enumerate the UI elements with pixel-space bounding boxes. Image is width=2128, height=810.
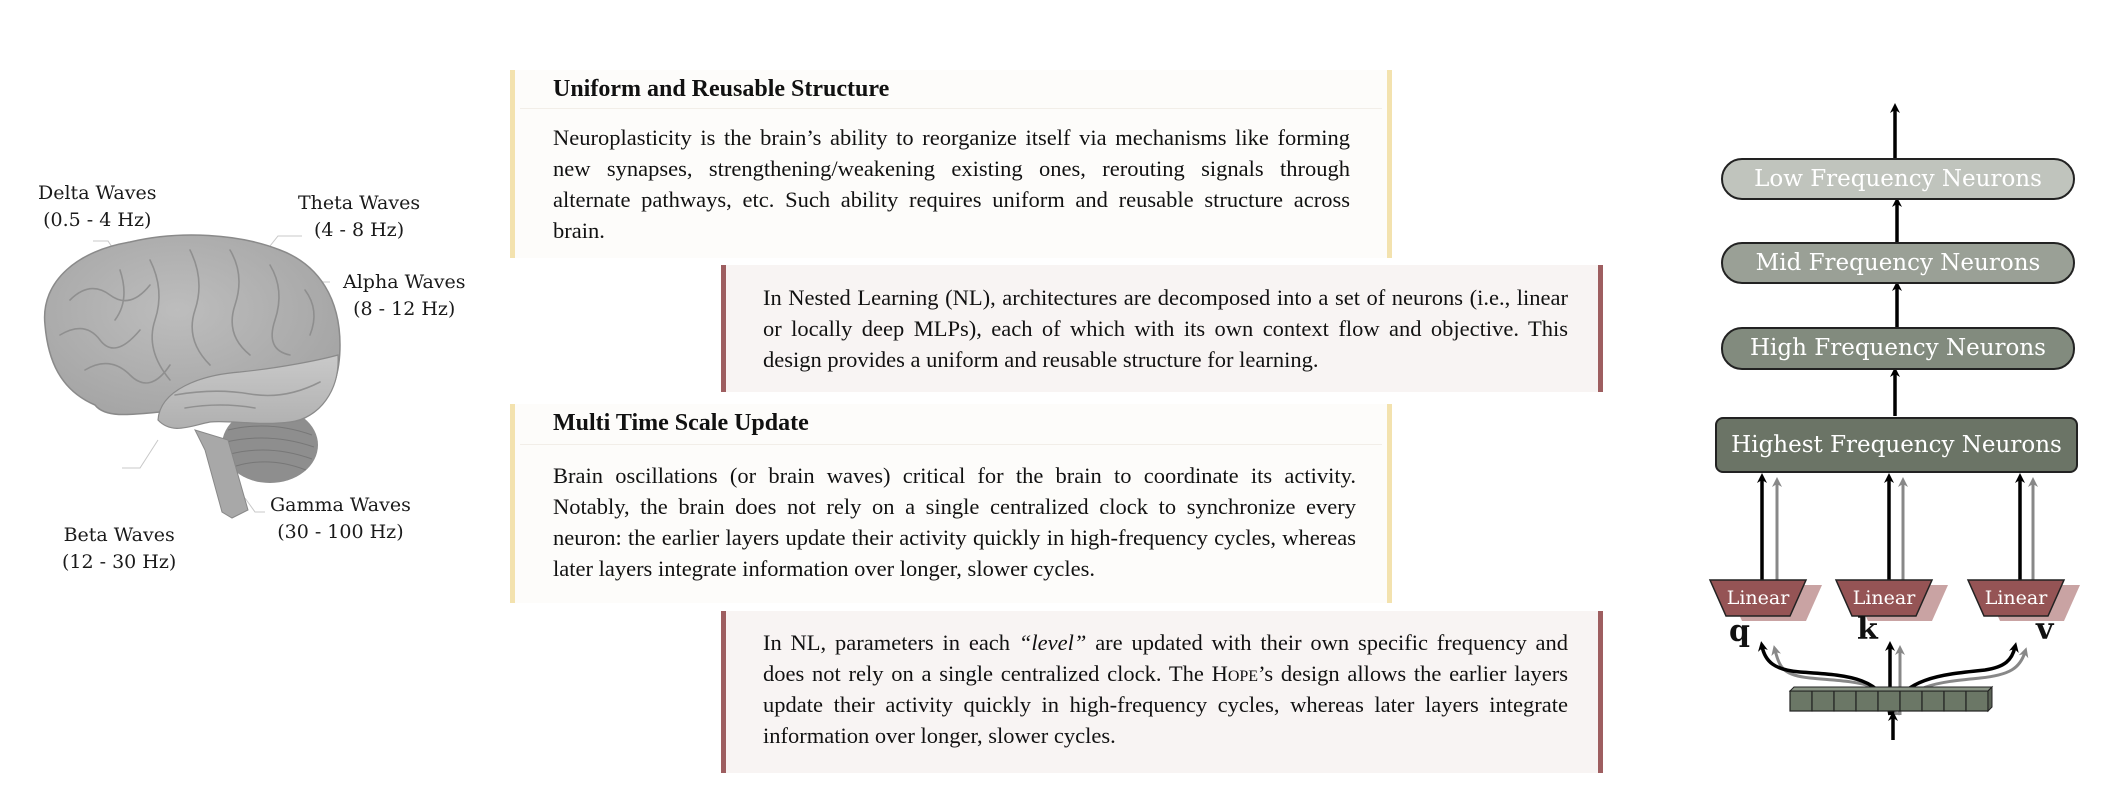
wave-label-alpha	[343, 269, 466, 323]
nl-description	[763, 627, 1568, 751]
wave-name: Beta Waves	[63, 524, 175, 546]
linear-projection-v	[1968, 580, 2080, 621]
token-side-face	[1988, 687, 1992, 711]
wave-label-gamma	[270, 492, 411, 546]
brain-box-uniform-structure	[510, 70, 1392, 258]
token-cell	[1900, 691, 1922, 711]
section-title: Multi Time Scale Update	[553, 410, 809, 436]
level-label: Highest Frequency Neurons	[1731, 432, 2062, 458]
linear-projection-q	[1710, 580, 1822, 621]
wave-label-theta	[298, 190, 420, 244]
hope-name: Hope	[1211, 661, 1259, 686]
level-low-frequency	[1721, 158, 2075, 200]
wave-name: Gamma Waves	[270, 494, 411, 516]
level-highest-frequency	[1715, 417, 2078, 473]
linear-label: Linear	[1852, 587, 1916, 609]
wave-range: (30 - 100 Hz)	[277, 521, 404, 543]
token-cell	[1922, 691, 1944, 711]
text-part: In NL, parameters in each	[763, 630, 1019, 655]
linear-label: Linear	[1726, 587, 1790, 609]
linear-label: Linear	[1984, 587, 2048, 609]
nl-text	[763, 627, 1568, 751]
brain-text: Neuroplasticity is the brain’s ability to reorganize itself via mechanisms like forming new synapses, strengthening/weakening existing ones, rerouting signals through alternate pathways, etc. Such ability requires uniform and reusable structure across brain.	[553, 125, 1350, 243]
input-token-sequence	[1790, 687, 1992, 711]
brain-description	[553, 460, 1356, 584]
level-high-frequency	[1721, 327, 2075, 370]
k-symbol: k	[1857, 612, 1878, 647]
token-cell	[1966, 691, 1988, 711]
wave-range: (12 - 30 Hz)	[62, 551, 177, 573]
wave-name: Theta Waves	[298, 192, 421, 214]
brain-box-multi-time-scale	[510, 404, 1392, 603]
linear-projection-k	[1836, 580, 1948, 621]
section-title: Uniform and Reusable Structure	[553, 76, 890, 102]
nl-description	[763, 282, 1568, 375]
wave-range: (4 - 8 Hz)	[313, 219, 405, 241]
wave-label-delta	[38, 180, 157, 234]
level-label: Low Frequency Neurons	[1754, 166, 2042, 192]
brain-text: Brain oscillations (or brain waves) critical for the brain to coordinate its activity. Notably, the brain does not rely on a single centralized clock to synchronize every neuron: the earlier layers update their activity quickly in high-frequency cycles, whereas later layers integrate information over longer, slower cycles.	[553, 463, 1356, 581]
nl-box-multi-time-scale	[721, 611, 1603, 773]
token-cell	[1944, 691, 1966, 711]
level-label: High Frequency Neurons	[1750, 335, 2046, 361]
wave-name: Alpha Waves	[343, 271, 466, 293]
title-divider	[520, 108, 1382, 109]
wave-range: (8 - 12 Hz)	[353, 298, 456, 320]
text-part: are updated with their own specific frequency and does not rely on a single centralized clock. The	[763, 630, 1568, 686]
level-term: “level”	[1018, 630, 1087, 655]
nl-text: In Nested Learning (NL), architectures are decomposed into a set of neurons (i.e., linear or locally deep MLPs), each of which with its own context flow and objective. This design provides a uniform and reusable structure for learning.	[763, 285, 1568, 372]
level-mid-frequency	[1721, 242, 2075, 284]
token-cell	[1790, 691, 1812, 711]
v-symbol: v	[2036, 612, 2054, 647]
wave-label-beta	[62, 522, 176, 576]
wave-range: (0.5 - 4 Hz)	[43, 209, 152, 231]
token-cell	[1834, 691, 1856, 711]
token-cell	[1812, 691, 1834, 711]
wave-name: Delta Waves	[38, 182, 157, 204]
q-symbol: q	[1729, 614, 1750, 649]
token-cell	[1878, 691, 1900, 711]
token-cell	[1856, 691, 1878, 711]
brain-description	[553, 122, 1350, 246]
text-part: ’s design allows the earlier layers update their activity quickly in high-frequency cycles, whereas later layers integrate information over longer, slower cycles.	[763, 661, 1568, 748]
nl-box-uniform-structure	[721, 265, 1603, 392]
level-label: Mid Frequency Neurons	[1755, 250, 2041, 276]
title-divider	[520, 444, 1382, 445]
token-top-face	[1790, 687, 1992, 691]
